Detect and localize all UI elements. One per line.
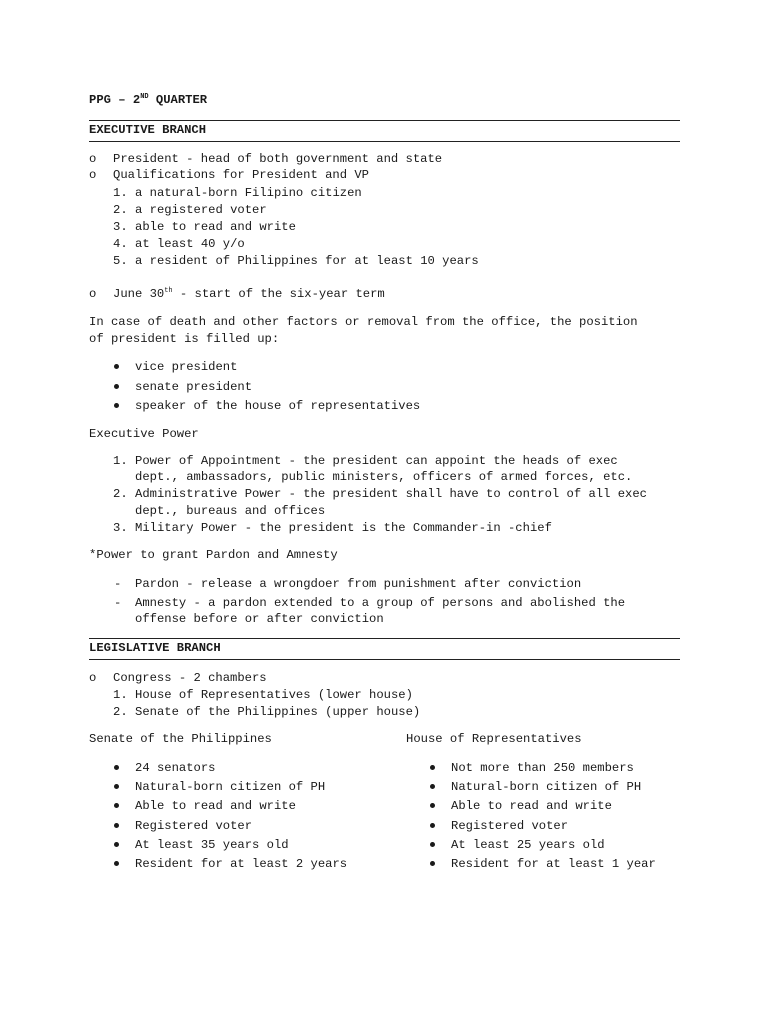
bullet-icon: [114, 765, 119, 770]
list-item: senate president: [135, 380, 253, 394]
list-item: Congress - 2 chambers: [113, 671, 267, 685]
list-item: House of Representatives (lower house): [135, 688, 413, 702]
senate-heading: Senate of the Philippines: [89, 732, 272, 746]
list-item-continuation: dept., bureaus and offices: [135, 504, 326, 518]
paragraph-line: In case of death and other factors or removal from the office, the position: [89, 315, 638, 329]
list-item: at least 40 y/o: [135, 237, 245, 251]
list-number: 1.: [113, 688, 128, 702]
subheading: Executive Power: [89, 427, 199, 441]
term-start-text: June 30th - start of the six-year term: [113, 287, 385, 301]
list-number: 4.: [113, 237, 128, 251]
house-list-item: Natural-born citizen of PH: [451, 780, 642, 794]
list-number: 5.: [113, 254, 128, 268]
bullet-icon: [114, 861, 119, 866]
list-item: speaker of the house of representatives: [135, 399, 421, 413]
list-item: able to read and write: [135, 220, 296, 234]
list-number: 1.: [113, 454, 128, 468]
list-item: Power of Appointment - the president can appoint the heads of exec: [135, 454, 618, 468]
list-item: Military Power - the president is the Commander-in -chief: [135, 521, 552, 535]
list-marker: o: [89, 168, 97, 182]
list-item: vice president: [135, 360, 238, 374]
list-number: 3.: [113, 220, 128, 234]
bullet-icon: [114, 823, 119, 828]
list-item: Senate of the Philippines (upper house): [135, 705, 421, 719]
bullet-icon: [430, 861, 435, 866]
list-item: Administrative Power - the president shall have to control of all exec: [135, 487, 647, 501]
bullet-icon: [114, 384, 119, 389]
list-marker: o: [89, 287, 97, 301]
page-title: PPG – 2ND QUARTER: [89, 93, 208, 107]
house-list-item: Resident for at least 1 year: [451, 857, 656, 871]
bullet-icon: [430, 842, 435, 847]
list-marker: -: [114, 577, 122, 591]
senate-list-item: Able to read and write: [135, 799, 296, 813]
list-item: a resident of Philippines for at least 10 years: [135, 254, 479, 268]
section-heading: EXECUTIVE BRANCH: [89, 123, 207, 137]
senate-list-item: Registered voter: [135, 819, 253, 833]
house-list-item: Registered voter: [451, 819, 569, 833]
bullet-icon: [114, 403, 119, 408]
section-heading: LEGISLATIVE BRANCH: [89, 641, 221, 655]
bullet-icon: [430, 784, 435, 789]
senate-list-item: 24 senators: [135, 761, 216, 775]
list-number: 2.: [113, 487, 128, 501]
bullet-icon: [114, 784, 119, 789]
subheading: *Power to grant Pardon and Amnesty: [89, 548, 338, 562]
list-item: Amnesty - a pardon extended to a group of persons and abolished the: [135, 596, 626, 610]
list-item-continuation: dept., ambassadors, public ministers, officers of armed forces, etc.: [135, 470, 633, 484]
bullet-icon: [430, 823, 435, 828]
list-marker: -: [114, 596, 122, 610]
house-list-item: At least 25 years old: [451, 838, 605, 852]
list-number: 2.: [113, 203, 128, 217]
list-marker: o: [89, 152, 97, 166]
senate-list-item: At least 35 years old: [135, 838, 289, 852]
list-item: Pardon - release a wrongdoer from punishment after conviction: [135, 577, 582, 591]
list-number: 1.: [113, 186, 128, 200]
senate-list-item: Natural-born citizen of PH: [135, 780, 326, 794]
bullet-icon: [114, 842, 119, 847]
bullet-icon: [114, 803, 119, 808]
list-item: a natural-born Filipino citizen: [135, 186, 362, 200]
list-marker: o: [89, 671, 97, 685]
senate-list-item: Resident for at least 2 years: [135, 857, 348, 871]
section-header-legislative: [89, 638, 680, 660]
list-item: a registered voter: [135, 203, 267, 217]
list-item: President - head of both government and state: [113, 152, 443, 166]
list-item: Qualifications for President and VP: [113, 168, 369, 182]
house-list-item: Able to read and write: [451, 799, 612, 813]
list-number: 3.: [113, 521, 128, 535]
list-number: 2.: [113, 705, 128, 719]
list-item-continuation: offense before or after conviction: [135, 612, 384, 626]
house-list-item: Not more than 250 members: [451, 761, 634, 775]
bullet-icon: [430, 765, 435, 770]
paragraph-line: of president is filled up:: [89, 332, 280, 346]
bullet-icon: [114, 364, 119, 369]
bullet-icon: [430, 803, 435, 808]
section-header-executive: [89, 120, 680, 142]
house-heading: House of Representatives: [406, 732, 582, 746]
